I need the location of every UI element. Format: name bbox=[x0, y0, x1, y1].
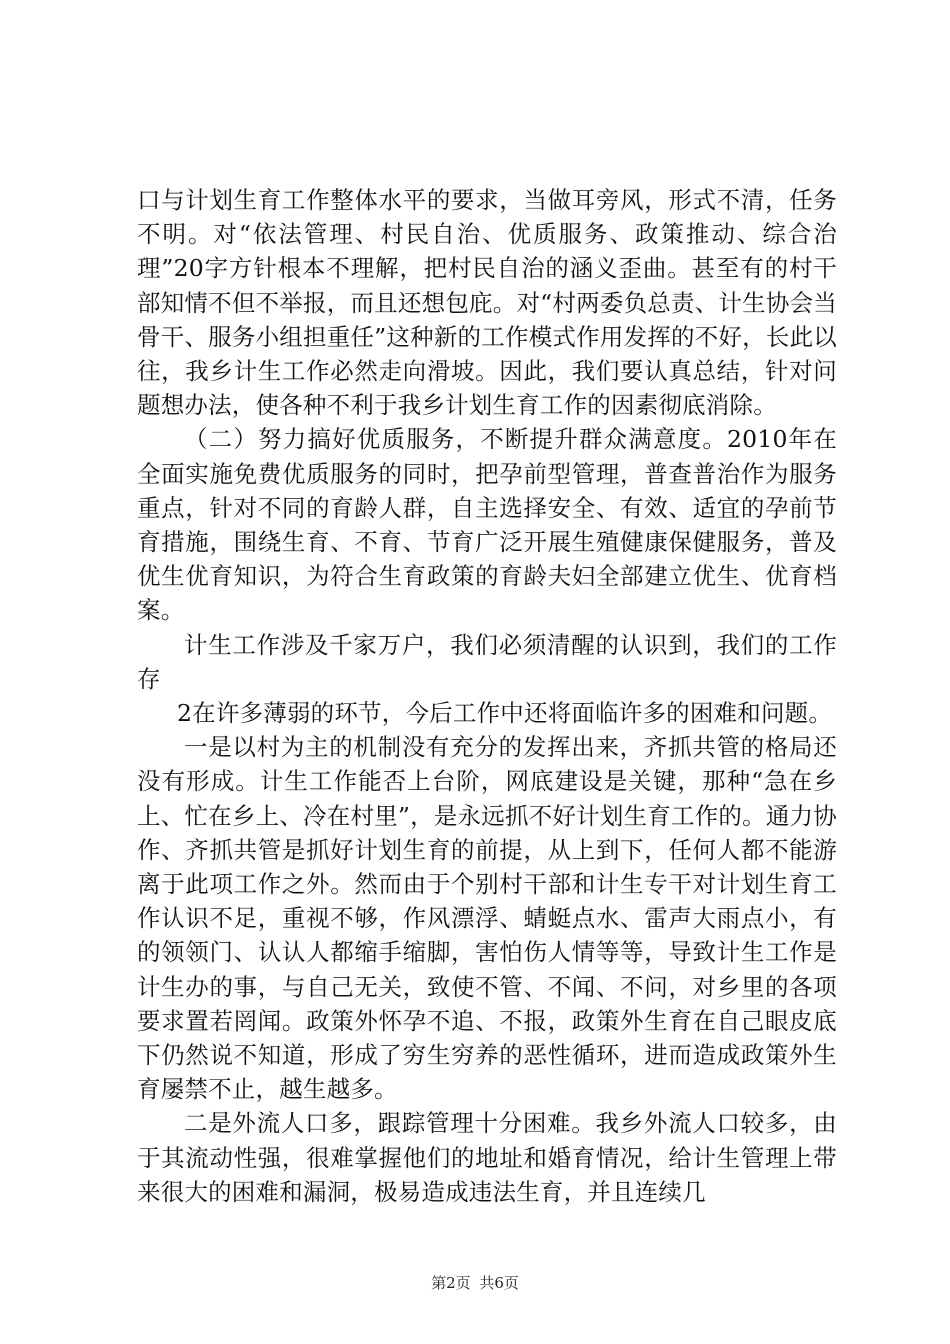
page-total: 共6页 bbox=[479, 1274, 519, 1292]
document-body bbox=[137, 183, 837, 1209]
page-footer bbox=[0, 1272, 950, 1293]
page-number: 第2页 bbox=[431, 1274, 471, 1292]
paragraph-2: （二）努力搞好优质服务，不断提升群众满意度。2010年在全面实施免费优质服务的同时，把孕前型管理，普查普治作为服务重点，针对不同的育龄人群，自主选择安全、有效、适宜的孕前节育措施，围绕生育、不育、节育广泛开展生殖健康保健服务，普及优生优育知识，为符合生育政策的育龄夫妇全部建立优生、优育档案。 bbox=[137, 425, 837, 625]
paragraph-4: 2在许多薄弱的环节，今后工作中还将面临许多的困难和问题。 bbox=[177, 699, 833, 728]
paragraph-3: 计生工作涉及千家万户，我们必须清醒的认识到，我们的工作存 bbox=[137, 630, 837, 693]
paragraph-6: 二是外流人口多，跟踪管理十分困难。我乡外流人口较多，由于其流动性强，很难掌握他们的地址和婚育情况，给计生管理上带来很大的困难和漏洞，极易造成违法生育，并且连续几 bbox=[137, 1109, 837, 1206]
paragraph-1: 口与计划生育工作整体水平的要求，当做耳旁风，形式不清，任务不明。对“依法管理、村民自治、优质服务、政策推动、综合治理”20字方针根本不理解，把村民自治的涵义歪曲。甚至有的村干部知情不但不举报，而且还想包庇。对“村两委负总责、计生协会当骨干、服务小组担重任”这种新的工作模式作用发挥的不好，长此以往，我乡计生工作必然走向滑坡。因此，我们要认真总结，针对问题想办法，使各种不利于我乡计划生育工作的因素彻底消除。 bbox=[137, 186, 837, 420]
paragraph-5: 一是以村为主的机制没有充分的发挥出来，齐抓共管的格局还没有形成。计生工作能否上台阶，网底建设是关键，那种“急在乡上、忙在乡上、冷在村里”，是永远抓不好计划生育工作的。通力协作、齐抓共管是抓好计划生育的前提，从上到下，任何人都不能游离于此项工作之外。然而由于个别村干部和计生专干对计划生育工作认识不足，重视不够，作风漂浮、蜻蜓点水、雷声大雨点小，有的领领门、认认人都缩手缩脚，害怕伤人情等等，导致计生工作是计生办的事，与自己无关，致使不管、不闻、不问，对乡里的各项要求置若罔闻。政策外怀孕不追、不报，政策外生育在自己眼皮底下仍然说不知道，形成了穷生穷养的恶性循环，进而造成政策外生育屡禁不止，越生越多。 bbox=[137, 733, 837, 1104]
